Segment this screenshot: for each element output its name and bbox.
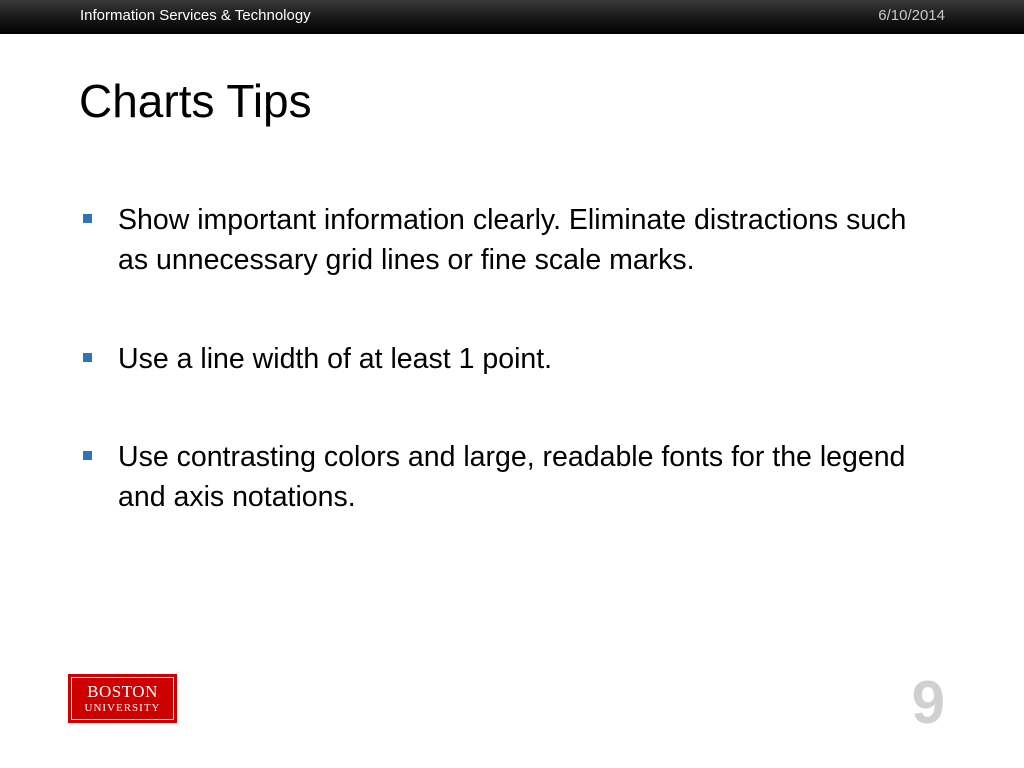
- header-date: 6/10/2014: [878, 7, 945, 24]
- bullet-text: Show important information clearly. Eliminate distractions such as unnecessary grid lines or fine scale marks.: [118, 204, 907, 276]
- square-bullet-icon: [83, 353, 92, 362]
- bullet-item: [80, 437, 920, 517]
- square-bullet-icon: [83, 214, 92, 223]
- bullet-item: [80, 200, 920, 280]
- header-organization: Information Services & Technology: [80, 7, 311, 24]
- header-bar: [0, 0, 1024, 34]
- page-number: 9: [911, 669, 945, 736]
- square-bullet-icon: [83, 451, 92, 460]
- bullet-text: Use a line width of at least 1 point.: [118, 343, 553, 375]
- slide-title: Charts Tips: [79, 75, 312, 127]
- logo-line-boston: BOSTON: [87, 682, 158, 701]
- bullet-item: [80, 339, 920, 379]
- logo-line-university: UNIVERSITY: [84, 702, 161, 714]
- bullet-text: Use contrasting colors and large, readable fonts for the legend and axis notations.: [118, 441, 906, 513]
- bullet-list: [80, 200, 920, 517]
- boston-university-logo: [68, 674, 177, 723]
